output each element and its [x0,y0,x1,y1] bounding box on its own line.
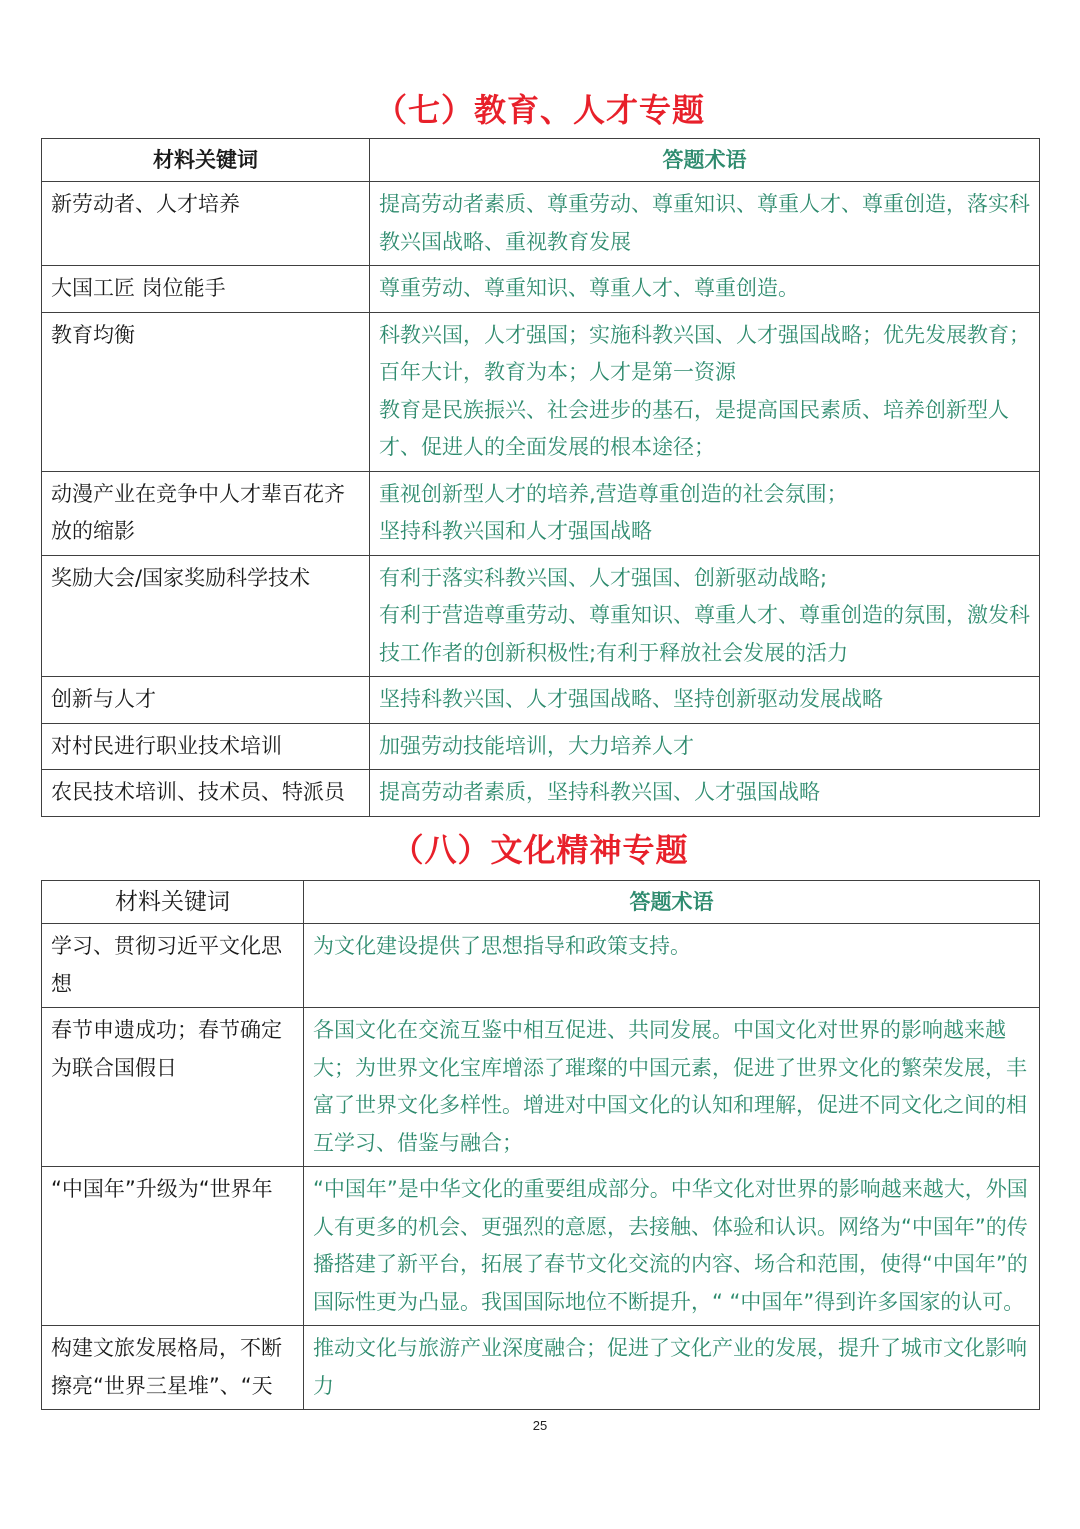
table-row [42,924,1040,1008]
answer-text: 尊重劳动、尊重知识、尊重人才、尊重创造。 [379,276,799,300]
keyword-cell: 奖励大会/国家奖励科学技术 [42,555,370,677]
answer-text: 为文化建设提供了思想指导和政策支持。 [313,934,691,958]
table-row [42,723,1040,770]
answer-cell [304,1008,1040,1167]
culture-spirit-table [41,880,1040,1410]
section-title-education: （七）教育、人才专题 [374,91,705,129]
keyword-cell: 农民技术培训、技术员、特派员 [42,770,370,817]
answer-text: 有利于营造尊重劳动、尊重知识、尊重人才、尊重创造的氛围，激发科技工作者的创新积极性;有利于释放社会发展的活力 [379,603,1030,665]
answer-column-header: 答题术语 [370,139,1040,182]
keyword-cell: 创新与人才 [42,677,370,724]
answer-text: 科教兴国，人才强国；实施科教兴国、人才强国战略；优先发展教育；百年大计，教育为本；人才是第一资源 [379,322,1030,384]
answer-text: 提高劳动者素质，坚持科教兴国、人才强国战略 [379,780,820,804]
answer-text: 有利于落实科教兴国、人才强国、创新驱动战略; [379,565,828,590]
answer-cell [370,182,1040,266]
table-row [42,1167,1040,1326]
answer-cell [370,677,1040,724]
table-row [42,182,1040,266]
answer-cell [304,1167,1040,1326]
answer-text: 坚持科教兴国和人才强国战略 [379,519,652,543]
answer-cell [370,723,1040,770]
table-row [42,312,1040,471]
answer-cell [370,471,1040,555]
answer-cell [304,924,1040,1008]
keyword-cell: 新劳动者、人才培养 [42,182,370,266]
keyword-column-header: 材料关键词 [42,881,304,924]
section-title-culture: （八）文化精神专题 [391,831,689,869]
table-row [42,1008,1040,1167]
answer-cell [370,555,1040,677]
answer-text: 提高劳动者素质、尊重劳动、尊重知识、尊重人才、尊重创造，落实科教兴国战略、重视教育发展 [379,192,1030,254]
answer-text: 各国文化在交流互鉴中相互促进、共同发展。中国文化对世界的影响越来越大；为世界文化宝库增添了璀璨的中国元素，促进了世界文化的繁荣发展，丰富了世界文化多样性。增进对中国文化的认知和理解，促进不同文化之间的相互学习、借鉴与融合； [313,1018,1027,1155]
table-row [42,266,1040,313]
keyword-cell: 教育均衡 [42,312,370,471]
table-row [42,677,1040,724]
table-header-row [42,881,1040,924]
answer-column-header: 答题术语 [304,881,1040,924]
keyword-cell: 春节申遗成功；春节确定为联合国假日 [42,1008,304,1167]
answer-text: 重视创新型人才的培养,营造尊重创造的社会氛围； [379,481,848,506]
keyword-cell: 学习、贯彻习近平文化思想 [42,924,304,1008]
keyword-column-header: 材料关键词 [42,139,370,182]
answer-text: 加强劳动技能培训，大力培养人才 [379,733,694,758]
table-header-row [42,139,1040,182]
table-row [42,1326,1040,1410]
answer-cell [304,1326,1040,1410]
answer-text: 推动文化与旅游产业深度融合；促进了文化产业的发展，提升了城市文化影响力 [313,1336,1027,1398]
education-talent-table [41,138,1040,817]
table-row [42,770,1040,817]
answer-cell [370,770,1040,817]
table-row [42,471,1040,555]
page-number: 25 [532,1418,548,1433]
answer-cell [370,312,1040,471]
answer-text: 坚持科教兴国、人才强国战略、坚持创新驱动发展战略 [379,687,883,711]
table-row [42,555,1040,677]
answer-text: “中国年”是中华文化的重要组成部分。中华文化对世界的影响越来越大，外国人有更多的机会、更强烈的意愿，去接触、体验和认识。网络为“中国年”的传播搭建了新平台，拓展了春节文化交流的内容、场合和范围，使得“中国年”的国际性更为凸显。我国国际地位不断提升，“ “中国年”得到许多国家的认可。 [313,1177,1028,1314]
keyword-cell: 对村民进行职业技术培训 [42,723,370,770]
keyword-cell: “中国年”升级为“世界年 [42,1167,304,1326]
keyword-cell: 大国工匠 岗位能手 [42,266,370,313]
keyword-cell: 动漫产业在竞争中人才辈百花齐放的缩影 [42,471,370,555]
answer-text: 教育是民族振兴、社会进步的基石，是提高国民素质、培养创新型人才、促进人的全面发展的根本途径； [379,397,1009,459]
keyword-cell: 构建文旅发展格局，不断擦亮“世界三星堆”、“天 [42,1326,304,1410]
answer-cell [370,266,1040,313]
